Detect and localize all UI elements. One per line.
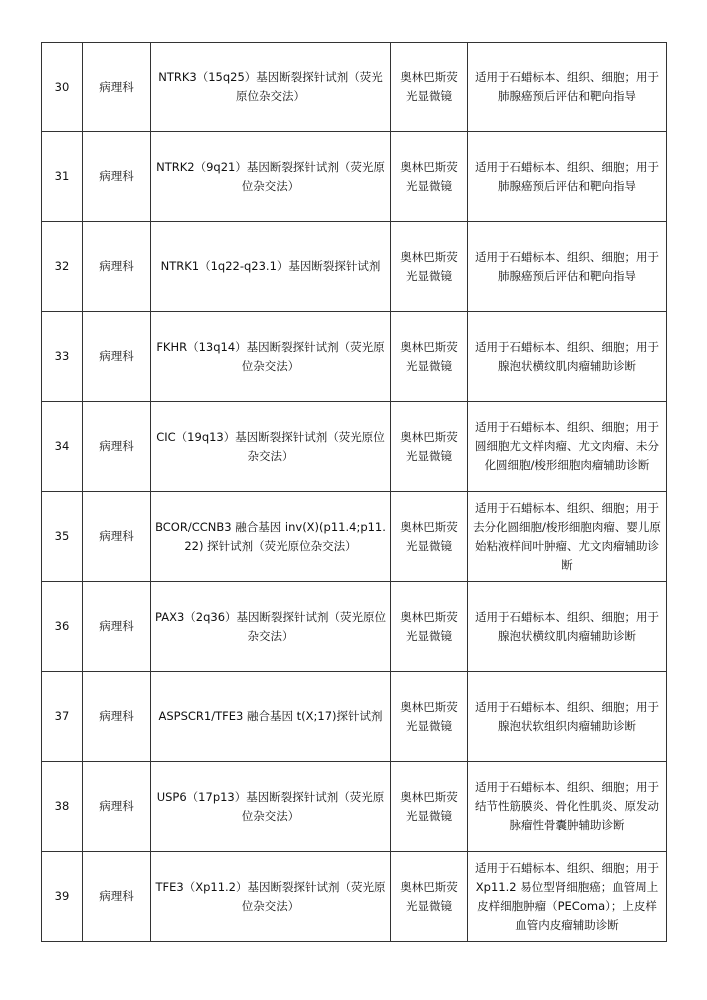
table-row <box>42 762 667 852</box>
intended-use: 适用于石蜡标本、组织、细胞；用于腺泡状软组织肉瘤辅助诊断 <box>468 672 667 762</box>
table-row <box>42 402 667 492</box>
instrument: 奥林巴斯荧光显微镜 <box>391 852 468 942</box>
table-row <box>42 852 667 942</box>
instrument: 奥林巴斯荧光显微镜 <box>391 672 468 762</box>
intended-use: 适用于石蜡标本、组织、细胞；用于腺泡状横纹肌肉瘤辅助诊断 <box>468 582 667 672</box>
row-number: 30 <box>42 43 83 132</box>
department: 病理科 <box>83 762 151 852</box>
table-row <box>42 43 667 132</box>
intended-use: 适用于石蜡标本、组织、细胞；用于去分化圆细胞/梭形细胞肉瘤、婴儿原始粘液样间叶肿瘤、尤文肉瘤辅助诊断 <box>468 492 667 582</box>
reagent-name: NTRK2（9q21）基因断裂探针试剂（荧光原位杂交法） <box>151 132 391 222</box>
department: 病理科 <box>83 222 151 312</box>
reagent-table <box>41 42 667 942</box>
department: 病理科 <box>83 43 151 132</box>
department: 病理科 <box>83 402 151 492</box>
department: 病理科 <box>83 492 151 582</box>
table-row <box>42 582 667 672</box>
reagent-name: NTRK3（15q25）基因断裂探针试剂（荧光原位杂交法） <box>151 43 391 132</box>
table-row <box>42 492 667 582</box>
intended-use: 适用于石蜡标本、组织、细胞；用于肺腺癌预后评估和靶向指导 <box>468 43 667 132</box>
row-number: 33 <box>42 312 83 402</box>
instrument: 奥林巴斯荧光显微镜 <box>391 492 468 582</box>
department: 病理科 <box>83 582 151 672</box>
department: 病理科 <box>83 852 151 942</box>
reagent-name: CIC（19q13）基因断裂探针试剂（荧光原位杂交法） <box>151 402 391 492</box>
instrument: 奥林巴斯荧光显微镜 <box>391 312 468 402</box>
intended-use: 适用于石蜡标本、组织、细胞；用于结节性筋膜炎、骨化性肌炎、原发动脉瘤性骨囊肿辅助诊断 <box>468 762 667 852</box>
reagent-name: TFE3（Xp11.2）基因断裂探针试剂（荧光原位杂交法） <box>151 852 391 942</box>
row-number: 32 <box>42 222 83 312</box>
department: 病理科 <box>83 312 151 402</box>
reagent-table-body <box>42 43 667 942</box>
reagent-name: NTRK1（1q22-q23.1）基因断裂探针试剂 <box>151 222 391 312</box>
reagent-name: ASPSCR1/TFE3 融合基因 t(X;17)探针试剂 <box>151 672 391 762</box>
row-number: 37 <box>42 672 83 762</box>
table-row <box>42 672 667 762</box>
row-number: 38 <box>42 762 83 852</box>
table-row <box>42 222 667 312</box>
reagent-name: PAX3（2q36）基因断裂探针试剂（荧光原位杂交法） <box>151 582 391 672</box>
department: 病理科 <box>83 132 151 222</box>
intended-use: 适用于石蜡标本、组织、细胞；用于腺泡状横纹肌肉瘤辅助诊断 <box>468 312 667 402</box>
instrument: 奥林巴斯荧光显微镜 <box>391 762 468 852</box>
table-row <box>42 312 667 402</box>
intended-use: 适用于石蜡标本、组织、细胞；用于肺腺癌预后评估和靶向指导 <box>468 222 667 312</box>
instrument: 奥林巴斯荧光显微镜 <box>391 132 468 222</box>
instrument: 奥林巴斯荧光显微镜 <box>391 402 468 492</box>
instrument: 奥林巴斯荧光显微镜 <box>391 43 468 132</box>
row-number: 39 <box>42 852 83 942</box>
reagent-name: FKHR（13q14）基因断裂探针试剂（荧光原位杂交法） <box>151 312 391 402</box>
table-row <box>42 132 667 222</box>
row-number: 35 <box>42 492 83 582</box>
instrument: 奥林巴斯荧光显微镜 <box>391 582 468 672</box>
intended-use: 适用于石蜡标本、组织、细胞；用于圆细胞尤文样肉瘤、尤文肉瘤、未分化圆细胞/梭形细胞肉瘤辅助诊断 <box>468 402 667 492</box>
row-number: 34 <box>42 402 83 492</box>
row-number: 31 <box>42 132 83 222</box>
reagent-name: USP6（17p13）基因断裂探针试剂（荧光原位杂交法） <box>151 762 391 852</box>
intended-use: 适用于石蜡标本、组织、细胞；用于 Xp11.2 易位型肾细胞癌；血管周上皮样细胞肿瘤（PEComa）；上皮样血管内皮瘤辅助诊断 <box>468 852 667 942</box>
reagent-name: BCOR/CCNB3 融合基因 inv(X)(p11.4;p11.22) 探针试剂（荧光原位杂交法） <box>151 492 391 582</box>
instrument: 奥林巴斯荧光显微镜 <box>391 222 468 312</box>
row-number: 36 <box>42 582 83 672</box>
intended-use: 适用于石蜡标本、组织、细胞；用于肺腺癌预后评估和靶向指导 <box>468 132 667 222</box>
department: 病理科 <box>83 672 151 762</box>
